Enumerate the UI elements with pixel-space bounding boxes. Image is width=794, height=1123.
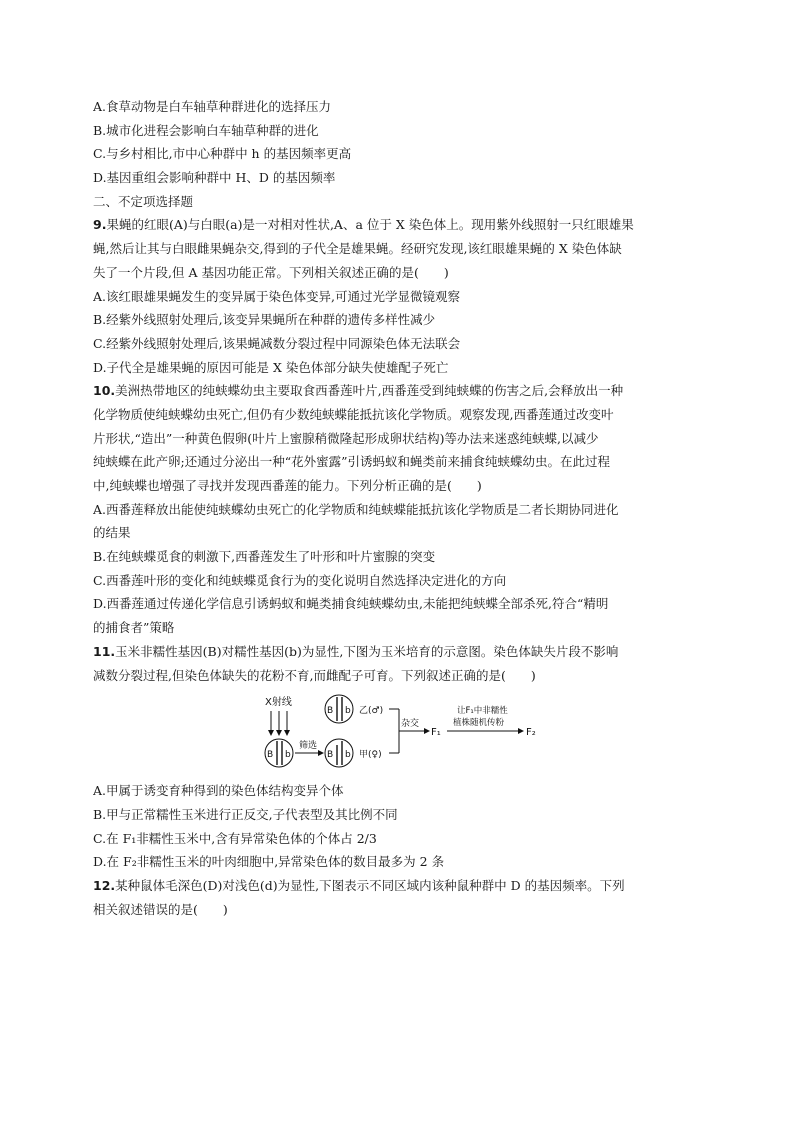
gene-b-label: b bbox=[345, 706, 351, 717]
document-page bbox=[93, 95, 705, 921]
jia-label: 甲(♀) bbox=[359, 750, 382, 761]
question-number: 12. bbox=[93, 877, 116, 893]
gene-b-label: b bbox=[285, 750, 291, 761]
option-line: A.该红眼雄果蝇发生的变异属于染色体变异,可通过光学显微镜观察 bbox=[93, 288, 460, 304]
stem-line: 纯蛱蝶在此产卵;还通过分泌出一种“花外蜜露”引诱蚂蚁和蝇类前来捕食纯蛱蝶幼虫。在此过程 bbox=[93, 454, 610, 470]
option-line: B.城市化进程会影响白车轴草种群的进化 bbox=[93, 122, 319, 138]
option-line: C.经紫外线照射处理后,该果蝇减数分裂过程中同源染色体无法联会 bbox=[93, 335, 461, 351]
gene-B-label: B bbox=[327, 750, 334, 761]
question-number: 9. bbox=[93, 217, 107, 233]
stem-text: 果蝇的红眼(A)与白眼(a)是一对相对性状,A、a 位于 X 染色体上。现用紫外线照射一只红眼雄果 bbox=[106, 217, 634, 233]
screen-label: 筛选 bbox=[299, 741, 318, 752]
option-line: C.与乡村相比,市中心种群中 h 的基因频率更高 bbox=[93, 146, 352, 162]
yi-label: 乙(♂) bbox=[359, 706, 384, 717]
section-title: 二、不定项选择题 bbox=[93, 193, 194, 209]
option-line: C.西番莲叶形的变化和纯蛱蝶觅食行为的变化说明自然选择决定进化的方向 bbox=[93, 572, 507, 588]
option-line: A.西番莲释放出能使纯蛱蝶幼虫死亡的化学物质和纯蛱蝶能抵抗该化学物质是二者长期协同进化 bbox=[93, 501, 619, 517]
stem-line: 相关叙述错误的是( ) bbox=[93, 901, 228, 917]
breeding-diagram bbox=[93, 691, 705, 771]
option-line: B.甲与正常糯性玉米进行正反交,子代表型及其比例不同 bbox=[93, 806, 398, 822]
stem-text: 某种鼠体毛深色(D)对浅色(d)为显性,下图表示不同区域内该种鼠种群中 D 的基因频率。下列 bbox=[115, 877, 625, 893]
stem-text: 玉米非糯性基因(B)对糯性基因(b)为显性,下图为玉米培育的示意图。染色体缺失片段不影响 bbox=[115, 643, 619, 659]
cross-label: 杂交 bbox=[401, 719, 420, 730]
option-line: A.甲属于诱变育种得到的染色体结构变异个体 bbox=[93, 783, 344, 799]
option-line: 的捕食者”策略 bbox=[93, 620, 175, 636]
stem-text: 美洲热带地区的纯蛱蝶幼虫主要取食西番莲叶片,西番莲受到纯蛱蝶的伤害之后,会释放出一种 bbox=[115, 383, 624, 399]
stem-line: 中,纯蛱蝶也增强了寻找并发现西番莲的能力。下列分析正确的是( ) bbox=[93, 478, 482, 493]
option-line: B.经紫外线照射处理后,该变异果蝇所在种群的遗传多样性减少 bbox=[93, 312, 436, 328]
gene-B-label: B bbox=[327, 706, 334, 717]
question-stem bbox=[93, 213, 705, 237]
gene-B-label: B bbox=[267, 750, 274, 761]
stem-line: 片形状,“造出”一种黄色假卵(叶片上蜜腺稍微隆起形成卵状结构)等办法来迷惑纯蛱蝶,以减少 bbox=[93, 430, 599, 446]
f1-label: F₁ bbox=[431, 727, 441, 739]
xray-label: X射线 bbox=[265, 697, 292, 709]
stem-line: 蝇,然后让其与白眼雌果蝇杂交,得到的子代全是雄果蝇。经研究发现,该红眼雄果蝇的 X 染色体缺 bbox=[93, 241, 622, 257]
question-number: 11. bbox=[93, 643, 116, 659]
option-line: D.子代全是雄果蝇的原因可能是 X 染色体部分缺失使雄配子死亡 bbox=[93, 359, 449, 375]
breeding-diagram-svg bbox=[253, 691, 563, 771]
question-stem bbox=[93, 874, 705, 898]
stem-line: 减数分裂过程,但染色体缺失的花粉不育,而雌配子可育。下列叙述正确的是( ) bbox=[93, 667, 536, 683]
stem-line: 失了一个片段,但 A 基因功能正常。下列相关叙述正确的是( ) bbox=[93, 264, 449, 280]
gene-b-label: b bbox=[345, 750, 351, 761]
note-line-1: 让F₁中非糯性 bbox=[457, 706, 508, 717]
question-stem bbox=[93, 640, 705, 664]
option-line: D.西番莲通过传递化学信息引诱蚂蚁和蝇类捕食纯蛱蝶幼虫,未能把纯蛱蝶全部杀死,符合“精明 bbox=[93, 596, 609, 612]
note-line-2: 植株随机传粉 bbox=[453, 718, 505, 729]
option-line: D.在 F₂非糯性玉米的叶肉细胞中,异常染色体的数目最多为 2 条 bbox=[93, 854, 445, 870]
option-line: A.食草动物是白车轴草种群进化的选择压力 bbox=[93, 99, 332, 114]
question-stem bbox=[93, 379, 705, 403]
f2-label: F₂ bbox=[526, 727, 536, 739]
option-line: B.在纯蛱蝶觅食的刺激下,西番莲发生了叶形和叶片蜜腺的突变 bbox=[93, 549, 436, 565]
option-line: D.基因重组会影响种群中 H、D 的基因频率 bbox=[93, 170, 336, 186]
question-number: 10. bbox=[93, 383, 116, 399]
option-line: 的结果 bbox=[93, 525, 131, 541]
option-line: C.在 F₁非糯性玉米中,含有异常染色体的个体占 2/3 bbox=[93, 830, 377, 846]
stem-line: 化学物质使纯蛱蝶幼虫死亡,但仍有少数纯蛱蝶能抵抗该化学物质。观察发现,西番莲通过改变叶 bbox=[93, 406, 614, 422]
